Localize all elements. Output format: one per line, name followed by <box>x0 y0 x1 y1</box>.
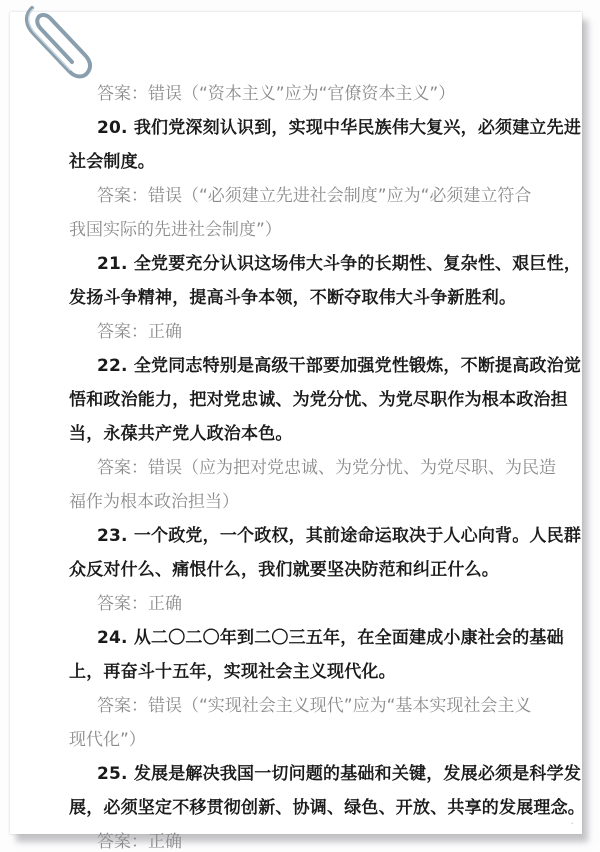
paperclip-icon <box>18 0 98 90</box>
text-line-11: 当，永葆共产党人政治本色。 <box>69 424 293 444</box>
paper-sheet <box>10 12 585 852</box>
text-line-19: 答案：错误（“实现社会主义现代”应为“基本实现社会主义 <box>97 696 532 716</box>
text-line-12: 答案：错误（应为把对党忠诚、为党分忧、为党尽职、为民造 <box>97 458 556 478</box>
text-line-14: 23. 一个政党，一个政权，其前途命运取决于人心向背。人民群 <box>97 526 582 546</box>
text-line-10: 悟和政治能力，把对党忠诚、为党分忧、为党尽职作为根本政治担 <box>69 390 568 410</box>
text-line-6: 21. 全党要充分认识这场伟大斗争的长期性、复杂性、艰巨性， <box>97 254 582 274</box>
text-line-16: 答案：正确 <box>97 594 182 614</box>
text-line-4: 答案：错误（“必须建立先进社会制度”应为“必须建立符合 <box>97 186 532 206</box>
text-line-3: 社会制度。 <box>69 152 155 172</box>
text-line-7: 发扬斗争精神，提高斗争本领，不断夺取伟大斗争新胜利。 <box>69 288 517 308</box>
text-line-9: 22. 全党同志特别是高级干部要加强党性锻炼，不断提高政治觉 <box>97 356 582 376</box>
text-line-8: 答案：正确 <box>97 322 182 342</box>
text-line-17: 24. 从二〇二〇年到二〇三五年，在全面建成小康社会的基础 <box>97 628 564 648</box>
text-line-18: 上，再奋斗十五年，实现社会主义现代化。 <box>69 662 396 682</box>
text-line-21: 25. 发展是解决我国一切问题的基础和关键，发展必须是科学发 <box>97 764 582 784</box>
text-line-22: 展，必须坚定不移贯彻创新、协调、绿色、开放、共享的发展理念。 <box>69 798 585 818</box>
text-line-15: 众反对什么、痛恨什么，我们就要坚决防范和纠正什么。 <box>69 560 499 580</box>
text-line-2: 20. 我们党深刻认识到，实现中华民族伟大复兴，必须建立先进 <box>97 118 582 138</box>
watermark: · <box>570 817 574 830</box>
text-line-5: 我国实际的先进社会制度”） <box>69 220 282 240</box>
text-line-23: 答案：正确 <box>97 832 182 852</box>
text-line-20: 现代化”） <box>69 730 146 750</box>
text-line-13: 福作为根本政治担当） <box>69 492 239 512</box>
text-line-1: 答案：错误（“资本主义”应为“官僚资本主义”） <box>97 84 456 104</box>
